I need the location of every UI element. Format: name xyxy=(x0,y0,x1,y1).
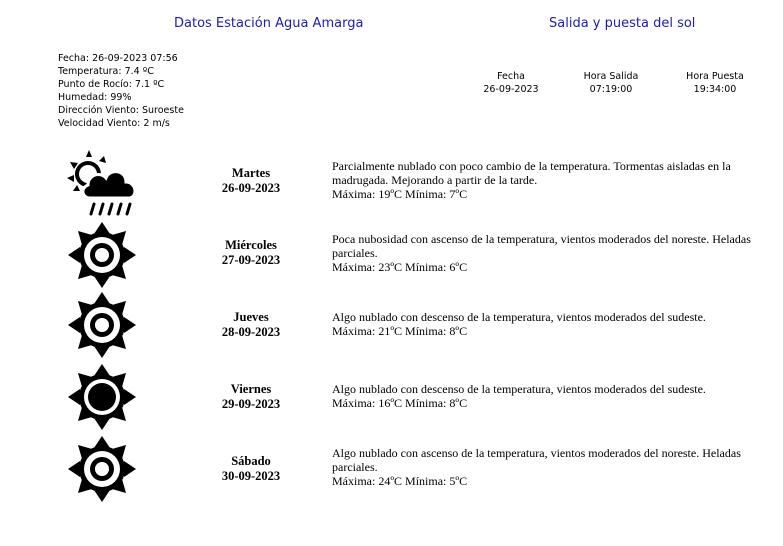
forecast-day-date: 27-09-2023 xyxy=(221,253,281,267)
forecast-row xyxy=(0,148,783,218)
partly-cloudy-rain-icon xyxy=(64,148,140,218)
sun-value-date: 26-09-2023 xyxy=(483,84,539,95)
forecast-description: Parcialmente nublado con poco cambio de la temperatura. Tormentas aisladas en la madrugada. Mejorando a partir de la tarde. xyxy=(332,159,731,187)
forecast-description: Algo nublado con descenso de la temperatura, vientos moderados del sudeste. xyxy=(332,310,706,324)
forecast-day-date: 26-09-2023 xyxy=(221,181,281,195)
forecast-text xyxy=(332,382,783,410)
forecast-day xyxy=(210,238,292,268)
station-temperature: Temperatura: 7.4 ºC xyxy=(58,66,154,77)
forecast-text xyxy=(332,159,783,201)
forecast-row xyxy=(0,434,783,504)
sun-column-sunrise xyxy=(566,70,656,96)
forecast-day-name: Martes xyxy=(231,166,271,180)
forecast-temps: Máxima: 16ºC Mínima: 8ºC xyxy=(332,396,468,410)
forecast-day-date: 28-09-2023 xyxy=(221,325,281,339)
forecast-day-name: Sábado xyxy=(231,454,271,468)
forecast-day-date: 29-09-2023 xyxy=(221,397,281,411)
forecast-day xyxy=(210,454,292,484)
sun-outline-icon xyxy=(64,290,140,360)
forecast-day xyxy=(210,166,292,196)
station-dew-point: Punto de Rocío: 7.1 ºC xyxy=(58,79,165,90)
forecast-day-date: 30-09-2023 xyxy=(221,469,281,483)
sun-column-date xyxy=(466,70,556,96)
station-wind-direction: Dirección Viento: Suroeste xyxy=(58,105,184,116)
sun-header-sunset: Hora Puesta xyxy=(686,71,744,82)
forecast-day-name: Jueves xyxy=(233,310,269,324)
forecast-row xyxy=(0,290,783,360)
forecast-description: Algo nublado con ascenso de la temperatura, vientos moderados del noreste. Heladas parciales. xyxy=(332,446,741,474)
forecast-day-name: Viernes xyxy=(230,382,272,396)
sun-value-sunset: 19:34:00 xyxy=(693,84,737,95)
sun-solid-icon xyxy=(64,362,140,432)
sun-header-date: Fecha xyxy=(497,71,525,82)
station-wind-speed: Velocidad Viento: 2 m/s xyxy=(58,118,170,129)
forecast-day xyxy=(210,382,292,412)
forecast-description: Poca nubosidad con ascenso de la temperatura, vientos moderados del noreste. Heladas parciales. xyxy=(332,232,751,260)
forecast-temps: Máxima: 21ºC Mínima: 8ºC xyxy=(332,324,468,338)
forecast-temps: Máxima: 24ºC Mínima: 5ºC xyxy=(332,474,468,488)
forecast-row xyxy=(0,220,783,290)
forecast-row xyxy=(0,362,783,432)
station-humidity: Humedad: 99% xyxy=(58,92,132,103)
forecast-day-name: Miércoles xyxy=(225,238,277,252)
sun-value-sunrise: 07:19:00 xyxy=(589,84,633,95)
station-data xyxy=(58,52,184,130)
forecast-description: Algo nublado con descenso de la temperatura, vientos moderados del sudeste. xyxy=(332,382,706,396)
forecast-day xyxy=(210,310,292,340)
forecast-text xyxy=(332,310,783,338)
sun-outline-icon xyxy=(64,434,140,504)
sun-column-sunset xyxy=(670,70,760,96)
station-date: Fecha: 26-09-2023 07:56 xyxy=(58,53,178,64)
forecast-text xyxy=(332,232,783,274)
forecast-temps: Máxima: 23ºC Mínima: 6ºC xyxy=(332,260,468,274)
sun-header-sunrise: Hora Salida xyxy=(583,71,639,82)
sun-title: Salida y puesta del sol xyxy=(549,16,696,31)
forecast-temps: Máxima: 19ºC Mínima: 7ºC xyxy=(332,187,468,201)
station-title: Datos Estación Agua Amarga xyxy=(174,16,364,31)
sun-outline-icon xyxy=(64,220,140,290)
forecast-text xyxy=(332,446,783,488)
